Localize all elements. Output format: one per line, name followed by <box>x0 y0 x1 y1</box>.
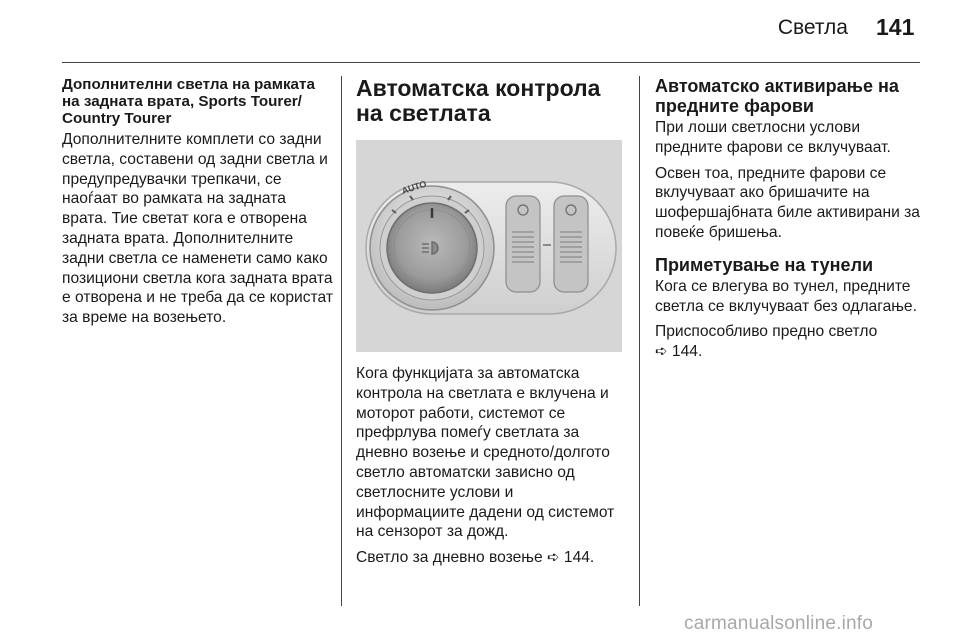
subsection-heading-tunnel-detection: Приметување на тунели <box>655 254 874 275</box>
paragraph-tailgate-lights: Дополнителните комплети со задни светла, составени од задни светла и предупредувачки трепкачи, се наоѓаат во рамката на задната врата. Тие светат кога е отворена задната врата. Дополнителните задни светла се наменети само како позициони светла кога задната врата е отворена и не треба да се користат за време на возењето. <box>62 131 333 327</box>
column-divider-right <box>639 76 640 606</box>
running-header-title: Светла <box>777 16 848 39</box>
header-divider <box>62 62 920 63</box>
column-middle <box>356 76 622 568</box>
page-number: 141 <box>876 14 915 40</box>
page-reference-number: 144. <box>563 549 595 567</box>
watermark-text: carmanualsonline.info <box>684 613 874 634</box>
light-switch-photo <box>356 140 622 352</box>
paragraph-auto-headlights-1: При лоши светлосни услови предните фарови се вклучуваат. <box>655 119 891 156</box>
paragraph-tunnel-detection: Кога се влегува во тунел, предните светла се вклучуваат без одлагање. <box>655 277 917 315</box>
daytime-running-light-text: Светло за дневно возење <box>356 549 543 567</box>
column-right <box>655 76 923 362</box>
auto-label: AUTO <box>400 178 428 196</box>
subsection-heading-auto-headlights: Автоматско активирање на предните фарови <box>655 76 899 116</box>
paragraph-auto-headlights-2: Освен тоа, предните фарови се вклучуваат ако бришачите на шофершајбната биле активирани за повеќе бришења. <box>655 164 920 241</box>
column-left <box>62 76 334 328</box>
paragraph-automatic-light-control: Кога функцијата за автоматска контрола на светлата е вклучена и моторот работи, системот се префрлува помеѓу светлата за дневно возење и средното/долгото светло автоматски зависно од светлосните услови и информациите дадени од системот на сензорот за дожд. <box>356 365 615 541</box>
paragraph-adaptive-forward-lighting <box>655 322 923 362</box>
page-reference-number: 144. <box>671 343 703 361</box>
adaptive-forward-lighting-text: Приспособливо предно светло <box>655 323 878 341</box>
page-reference-icon: ➪ <box>546 548 560 567</box>
light-switch-illustration <box>356 140 622 352</box>
paragraph-daytime-running-light <box>356 548 622 568</box>
subsection-heading-tailgate-lights: Дополнителни светла на рамката на задната врата, Sports Tourer/ Country Tourer <box>62 76 315 127</box>
column-divider-left <box>341 76 342 606</box>
page-reference-icon: ➪ <box>655 342 668 361</box>
section-heading-automatic-light-control: Автоматска контрола на светлата <box>356 75 601 126</box>
